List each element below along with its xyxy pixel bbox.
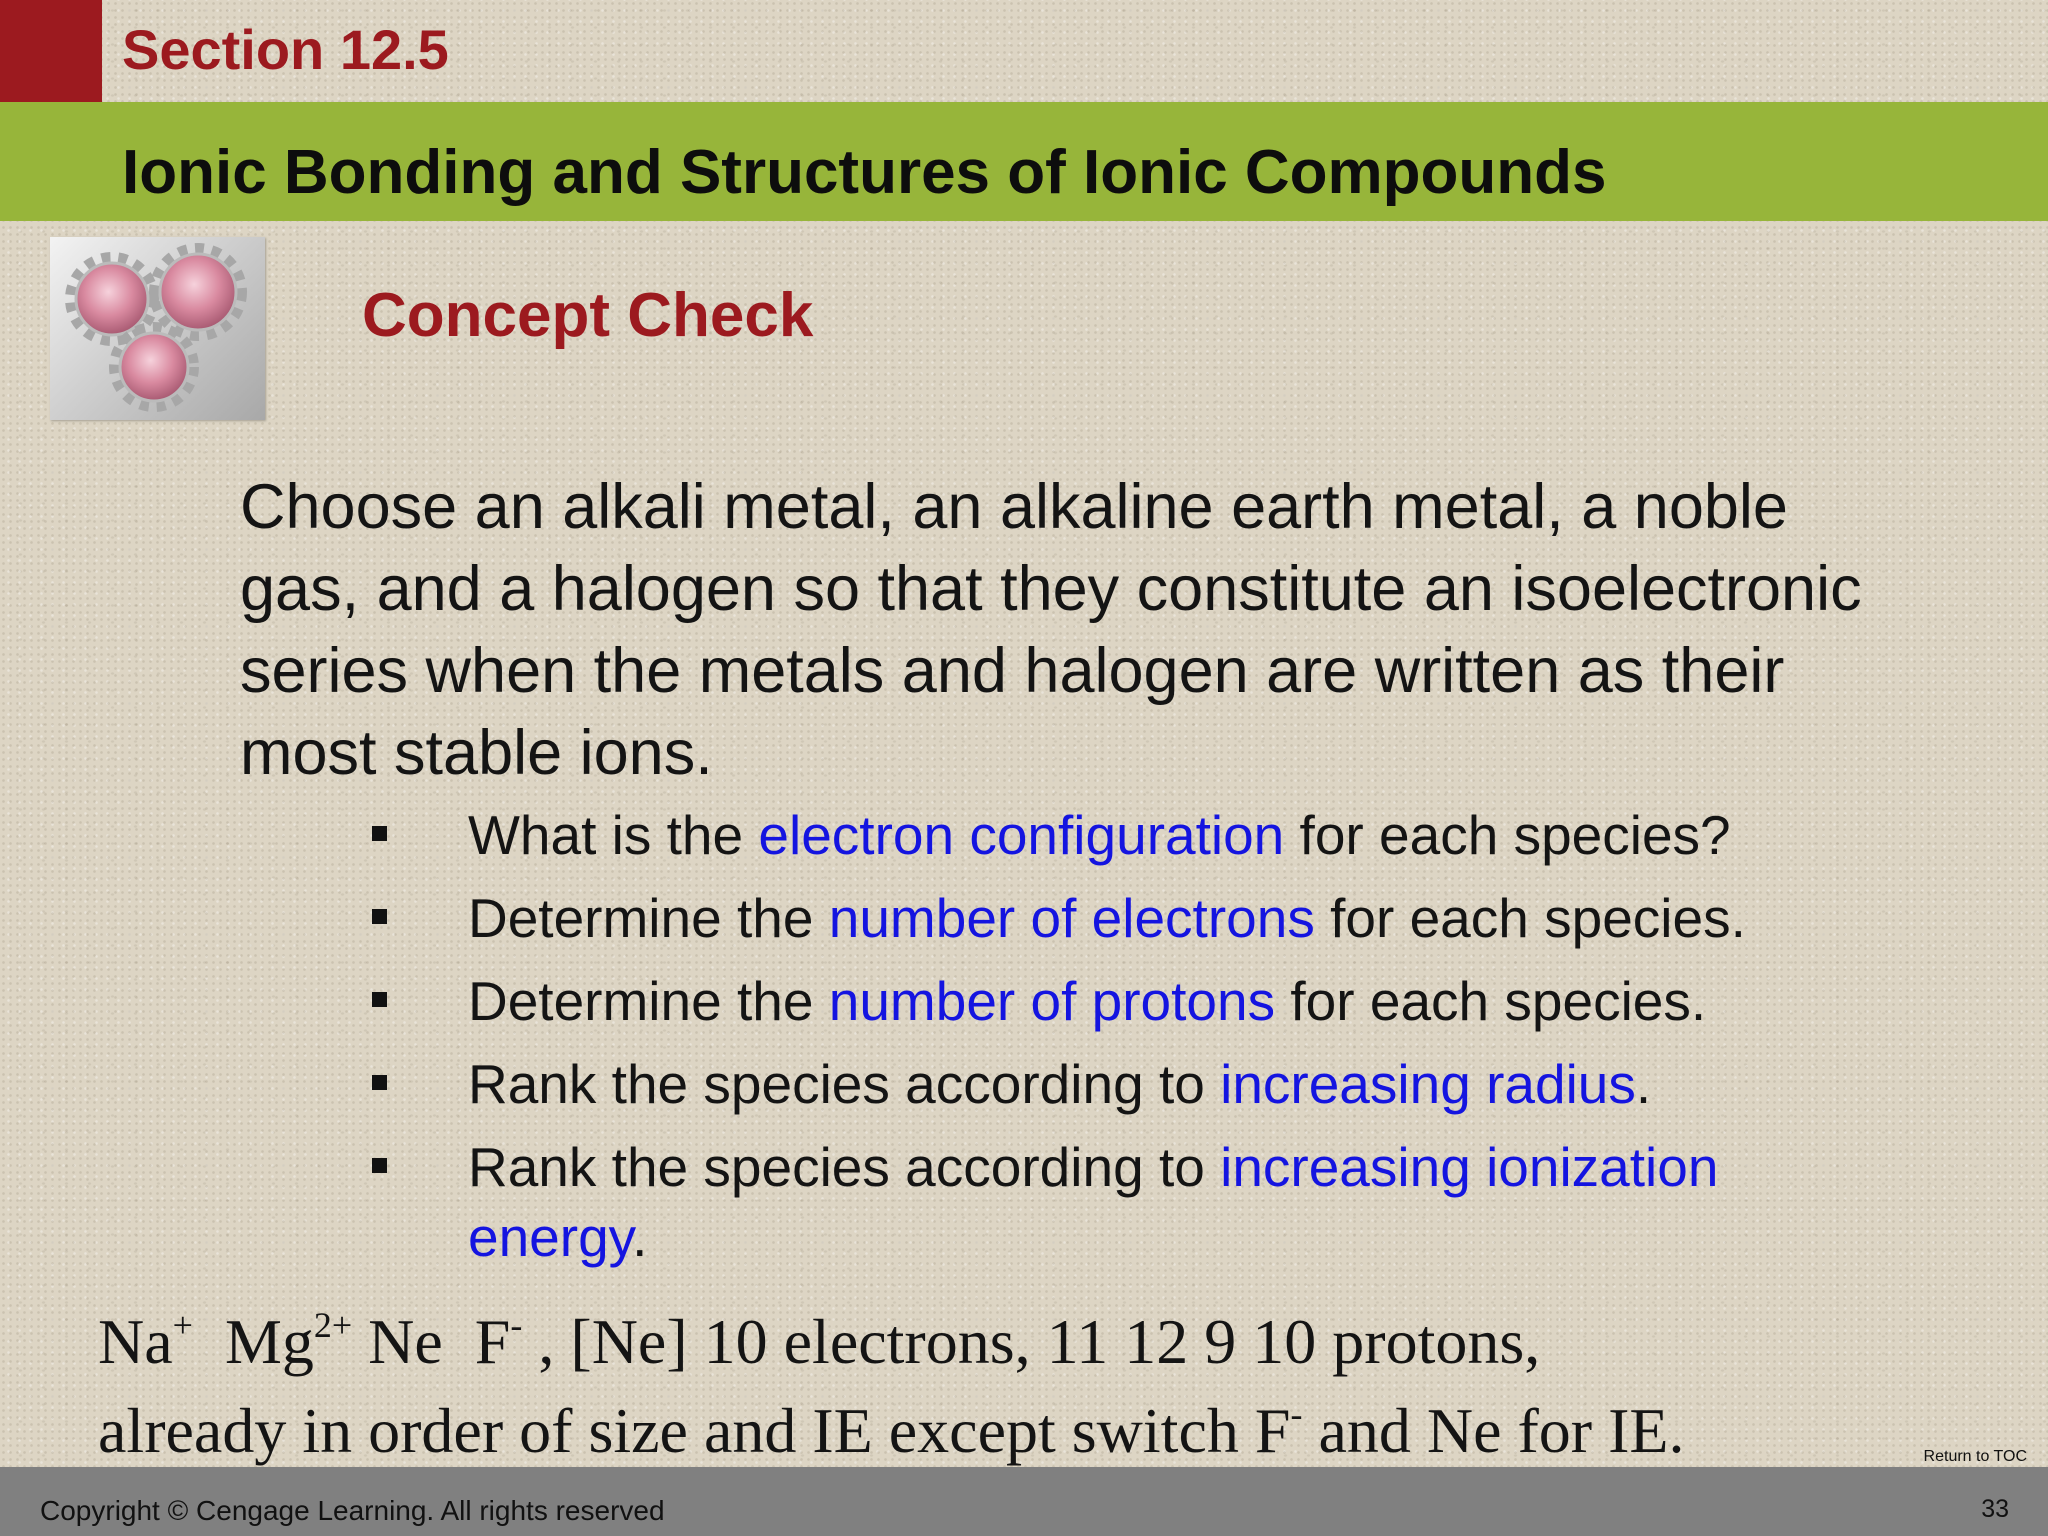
slide-title: Ionic Bonding and Structures of Ionic Compounds <box>122 138 1607 207</box>
return-to-toc-link[interactable]: Return to TOC <box>1923 1448 2027 1465</box>
list-item: Determine the number of protons for each species. <box>360 966 1880 1036</box>
highlight-term: increasing radius <box>1220 1053 1636 1115</box>
concept-check-heading: Concept Check <box>362 281 814 350</box>
list-item: Rank the species according to increasing ionization energy. <box>360 1132 1880 1272</box>
bullet-square-icon <box>372 1158 387 1173</box>
list-item: Rank the species according to increasing radius. <box>360 1049 1880 1119</box>
page-number: 33 <box>1981 1495 2009 1523</box>
highlight-term: number of electrons <box>828 887 1315 949</box>
header-red-block <box>0 0 102 102</box>
highlight-term: electron configuration <box>758 804 1285 866</box>
answer-text: Na+ $Mg^{2+}$ Ne F- , [Ne] 10 electrons, 11 12 9 10 protons, already in order of size and IE except switch F- and Ne for IE. <box>98 1305 1685 1466</box>
bullet-square-icon <box>372 992 387 1007</box>
bullet-square-icon <box>372 909 387 924</box>
bullet-square-icon <box>372 826 387 841</box>
section-label: Section 12.5 <box>122 18 449 81</box>
copyright-text: Copyright © Cengage Learning. All rights reserved <box>40 1495 665 1526</box>
highlight-term: increasing ionization energy <box>468 1136 1719 1268</box>
question-text: Choose an alkali metal, an alkaline earth metal, a noble gas, and a halogen so that they constitute an isoelectronic series when the metals and halogen are written as their most stable ions. <box>240 472 1862 788</box>
gears-icon <box>50 237 265 420</box>
list-item: Determine the number of electrons for each species. <box>360 883 1880 953</box>
highlight-term: number of protons <box>828 970 1276 1032</box>
task-list <box>360 800 1880 1285</box>
list-item: What is the electron configuration for each species? <box>360 800 1880 870</box>
bullet-square-icon <box>372 1075 387 1090</box>
